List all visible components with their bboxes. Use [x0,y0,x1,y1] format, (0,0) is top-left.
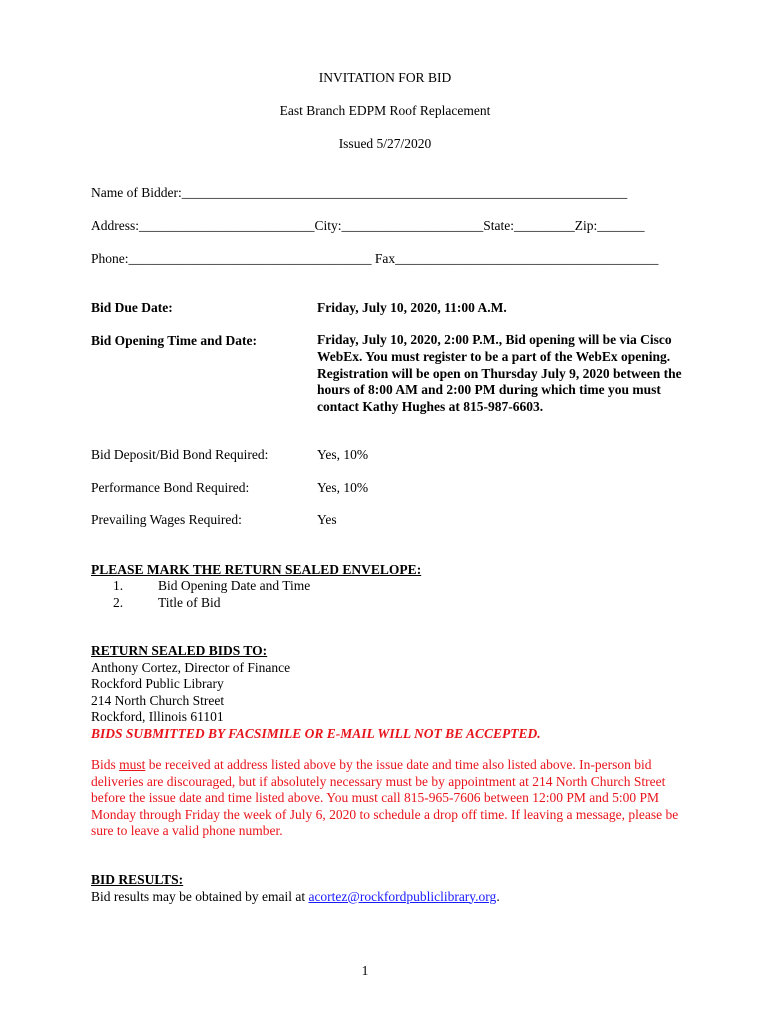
performance-bond-label: Performance Bond Required: [91,480,250,495]
list-item-number: 2. [113,594,124,610]
return-address-block [91,643,541,743]
bid-due-label: Bid Due Date: [91,300,173,315]
bid-opening-label: Bid Opening Time and Date: [91,333,258,348]
return-heading: RETURN SEALED BIDS TO: [91,643,268,658]
bidder-name-line: Name of Bidder:__________________________________________________________________ [91,185,628,200]
submission-warning: BIDS SUBMITTED BY FACSIMILE OR E-MAIL WILL NOT BE ACCEPTED. [91,725,541,741]
bid-results-intro: Bid results may be obtained by email at [91,888,309,904]
list-item-text: Title of Bid [158,594,221,610]
bid-deposit-value: Yes, 10% [317,447,369,462]
list-item-text: Bid Opening Date and Time [158,578,311,593]
bid-due-value: Friday, July 10, 2020, 11:00 A.M. [317,300,507,315]
doc-title: INVITATION FOR BID [318,70,452,85]
bid-results-heading: BID RESULTS: [91,872,184,887]
phone-fax-line: Phone:____________________________________ Fax_______________________________________ [91,251,659,266]
notice-rest: be received at address listed above by the issue date and time also listed above. In-person bid deliveries are discouraged, but if absolutely necessary must be by appointment at 214 North Church Street before the issue date and time listed above. You must call 815-965-7606 between 12:00 PM and 5:00 PM Monday through Friday the week of July 6, 2020 to schedule a drop off time. If leaving a message, please be sure to leave a valid phone number. [91,757,679,839]
bid-deposit-label: Bid Deposit/Bid Bond Required: [91,447,269,462]
list-item-number: 1. [113,578,124,593]
bid-results-text [91,889,500,906]
bid-opening-value: Friday, July 10, 2020, 2:00 P.M., Bid opening will be via Cisco WebEx. You must register to be a part of the WebEx opening. Registration will be open on Thursday July 9, 2020 between the hours of 8:00 AM and 2:00 PM during which time you must contact Kathy Hughes at 815-987-6603. [317,332,682,415]
bid-results-end: . [496,888,500,904]
project-title: East Branch EDPM Roof Replacement [279,103,491,118]
notice-must: must [119,757,146,772]
prevailing-wages-label: Prevailing Wages Required: [91,512,242,527]
return-line-street: 214 North Church Street [91,692,225,708]
mark-envelope-list [0,578,770,612]
mark-envelope-heading: PLEASE MARK THE RETURN SEALED ENVELOPE: [91,562,422,577]
prevailing-wages-value: Yes [317,512,337,527]
delivery-notice [91,757,691,840]
bid-results-block [91,872,500,905]
return-line-org: Rockford Public Library [91,676,224,692]
issue-date: Issued 5/27/2020 [338,136,432,151]
notice-start: Bids [91,757,120,772]
email-link[interactable]: acortez@rockfordpubliclibrary.org [308,888,497,904]
address-line: Address:__________________________City:_____________________State:_________Zip:_______ [91,218,645,233]
return-line-name: Anthony Cortez, Director of Finance [91,659,291,675]
return-line-city: Rockford, Illinois 61101 [91,709,224,725]
performance-bond-value: Yes, 10% [317,480,369,495]
page-number: 1 [361,963,369,978]
